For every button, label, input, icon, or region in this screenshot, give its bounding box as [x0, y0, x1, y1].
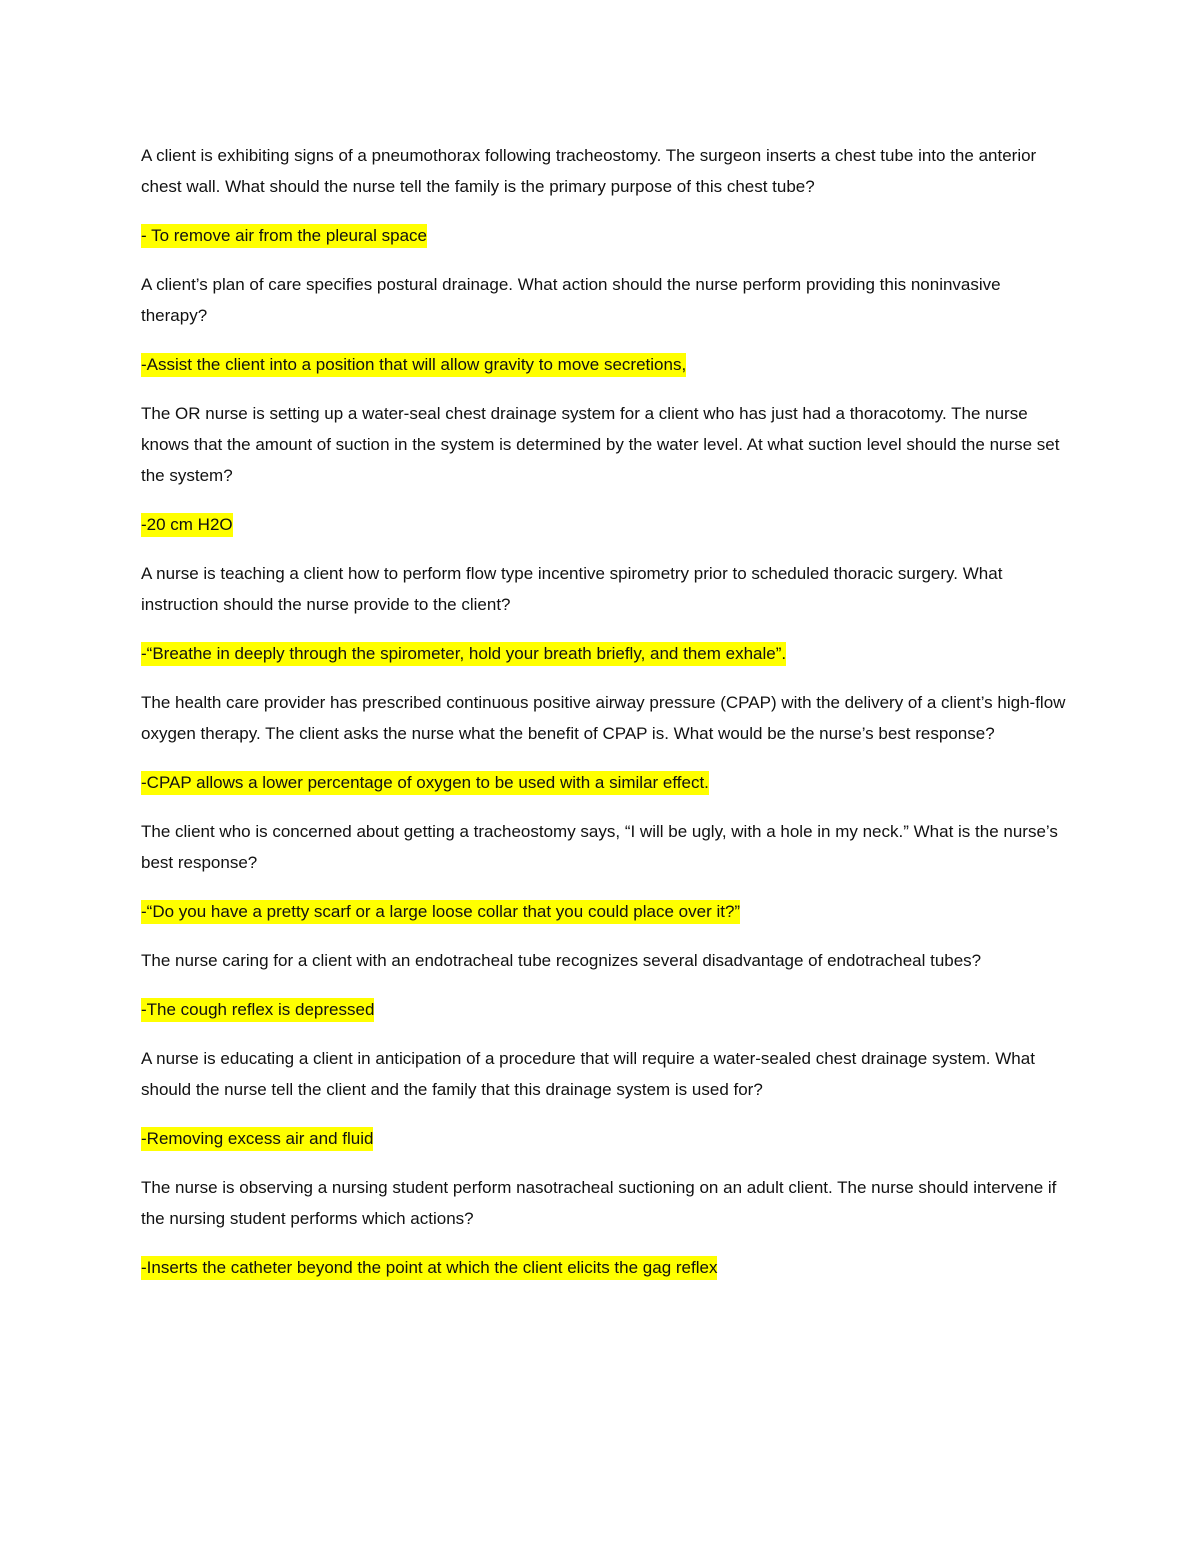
qa-block-9: [141, 1172, 1066, 1283]
answer-line: [141, 220, 1066, 251]
answer-highlight: -CPAP allows a lower percentage of oxygen to be used with a similar effect.: [141, 771, 709, 795]
answer-line: [141, 509, 1066, 540]
answer-line: [141, 349, 1066, 380]
document-content: [141, 140, 1066, 1301]
answer-highlight: -20 cm H2O: [141, 513, 233, 537]
answer-highlight: -“Do you have a pretty scarf or a large loose collar that you could place over it?”: [141, 900, 740, 924]
qa-block-6: [141, 816, 1066, 927]
question-text: The nurse caring for a client with an endotracheal tube recognizes several disadvantage of endotracheal tubes?: [141, 951, 982, 970]
answer-highlight: -“Breathe in deeply through the spirometer, hold your breath briefly, and them exhale”.: [141, 642, 786, 666]
qa-block-4: [141, 558, 1066, 669]
question-text: The health care provider has prescribed continuous positive airway pressure (CPAP) with the delivery of a client’s high-flow oxygen therapy. The client asks the nurse what the benefit of CPAP is. What would be the nurse’s best response?: [141, 693, 1066, 743]
question-text: A client is exhibiting signs of a pneumothorax following tracheostomy. The surgeon inserts a chest tube into the anterior chest wall. What should the nurse tell the family is the primary purpose of this chest tube?: [141, 146, 1037, 196]
answer-highlight: -Assist the client into a position that will allow gravity to move secretions,: [141, 353, 686, 377]
qa-block-1: [141, 140, 1066, 251]
answer-line: [141, 1252, 1066, 1283]
question-text: A nurse is educating a client in anticipation of a procedure that will require a water-sealed chest drainage system. What should the nurse tell the client and the family that this drainage system is used for?: [141, 1049, 1035, 1099]
question-text: The OR nurse is setting up a water-seal chest drainage system for a client who has just had a thoracotomy. The nurse knows that the amount of suction in the system is determined by the water level. At what suction level should the nurse set the system?: [141, 404, 1060, 485]
answer-highlight: - To remove air from the pleural space: [141, 224, 427, 248]
answer-highlight: -Inserts the catheter beyond the point at which the client elicits the gag reflex: [141, 1256, 717, 1280]
answer-line: [141, 767, 1066, 798]
qa-block-2: [141, 269, 1066, 380]
answer-line: [141, 638, 1066, 669]
qa-block-8: [141, 1043, 1066, 1154]
answer-line: [141, 896, 1066, 927]
qa-block-7: [141, 945, 1066, 1025]
answer-highlight: -Removing excess air and fluid: [141, 1127, 373, 1151]
qa-block-3: [141, 398, 1066, 540]
question-text: The client who is concerned about getting a tracheostomy says, “I will be ugly, with a hole in my neck.” What is the nurse’s best response?: [141, 822, 1058, 872]
answer-highlight: -The cough reflex is depressed: [141, 998, 374, 1022]
question-text: A client’s plan of care specifies postural drainage. What action should the nurse perform providing this noninvasive therapy?: [141, 275, 1001, 325]
answer-line: [141, 1123, 1066, 1154]
qa-block-5: [141, 687, 1066, 798]
answer-line: [141, 994, 1066, 1025]
question-text: The nurse is observing a nursing student perform nasotracheal suctioning on an adult client. The nurse should intervene if the nursing student performs which actions?: [141, 1178, 1057, 1228]
question-text: A nurse is teaching a client how to perform flow type incentive spirometry prior to scheduled thoracic surgery. What instruction should the nurse provide to the client?: [141, 564, 1003, 614]
